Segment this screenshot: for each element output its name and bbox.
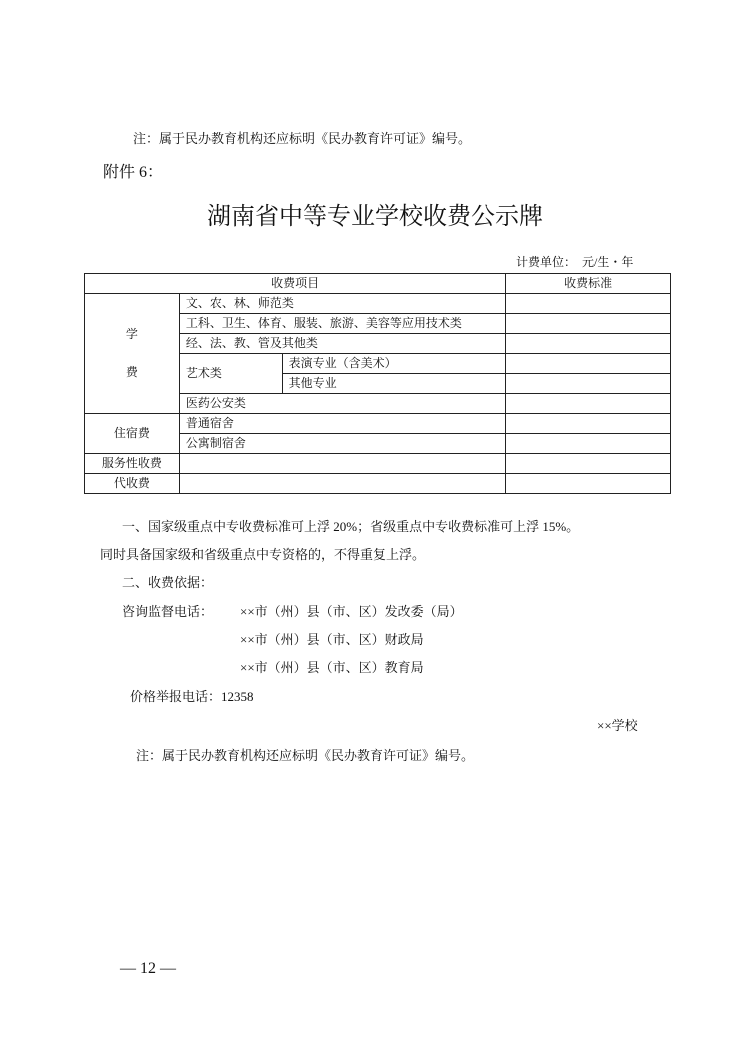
row-label: 经、法、教、管及其他类 xyxy=(179,334,505,354)
header-standard: 收费标准 xyxy=(506,274,671,294)
fee-cell xyxy=(506,394,671,414)
fee-table xyxy=(84,273,671,494)
row-label: 公寓制宿舍 xyxy=(179,434,505,454)
paragraph-1-cont: 同时具备国家级和省级重点中专资格的，不得重复上浮。 xyxy=(100,547,426,562)
fee-cell xyxy=(506,434,671,454)
row-label: 文、农、林、师范类 xyxy=(179,294,505,314)
row-label: 医药公安类 xyxy=(179,394,505,414)
fee-cell xyxy=(506,474,671,494)
consult-line: ××市（州）县（市、区）发改委（局） xyxy=(240,604,463,619)
fee-cell xyxy=(506,374,671,394)
note-bottom: 注：属于民办教育机构还应标明《民办教育许可证》编号。 xyxy=(136,748,475,763)
row-label: 其他专业 xyxy=(282,374,506,394)
service-label: 服务性收费 xyxy=(85,454,180,474)
fee-cell xyxy=(506,314,671,334)
price-hotline: 价格举报电话：12358 xyxy=(130,689,254,704)
paragraph-2: 二、收费依据： xyxy=(122,575,214,590)
fee-cell xyxy=(506,454,671,474)
consult-label: 咨询监督电话： xyxy=(122,604,214,619)
fee-cell xyxy=(506,294,671,314)
empty-cell xyxy=(179,454,505,474)
attachment-label: 附件 6： xyxy=(103,164,164,181)
header-item: 收费项目 xyxy=(85,274,506,294)
art-label: 艺术类 xyxy=(179,354,282,394)
page-number: — 12 — xyxy=(120,960,176,977)
paragraph-1: 一、国家级重点中专收费标准可上浮 20%；省级重点中专收费标准可上浮 15%。 xyxy=(122,519,580,534)
tuition-label: 学 费 xyxy=(85,294,180,414)
school-signature: ××学校 xyxy=(597,718,638,733)
note-top: 注：属于民办教育机构还应标明《民办教育许可证》编号。 xyxy=(133,131,472,146)
fee-unit: 计费单位： 元/生・年 xyxy=(516,255,634,269)
agency-label: 代收费 xyxy=(85,474,180,494)
row-label: 工科、卫生、体育、服装、旅游、美容等应用技术类 xyxy=(179,314,505,334)
fee-cell xyxy=(506,334,671,354)
empty-cell xyxy=(179,474,505,494)
row-label: 普通宿舍 xyxy=(179,414,505,434)
row-label: 表演专业（含美术） xyxy=(282,354,506,374)
lodging-label: 住宿费 xyxy=(85,414,180,454)
fee-cell xyxy=(506,354,671,374)
fee-cell xyxy=(506,414,671,434)
consult-line: ××市（州）县（市、区）财政局 xyxy=(240,632,424,647)
page-title: 湖南省中等专业学校收费公示牌 xyxy=(207,203,543,230)
consult-line: ××市（州）县（市、区）教育局 xyxy=(240,660,424,675)
